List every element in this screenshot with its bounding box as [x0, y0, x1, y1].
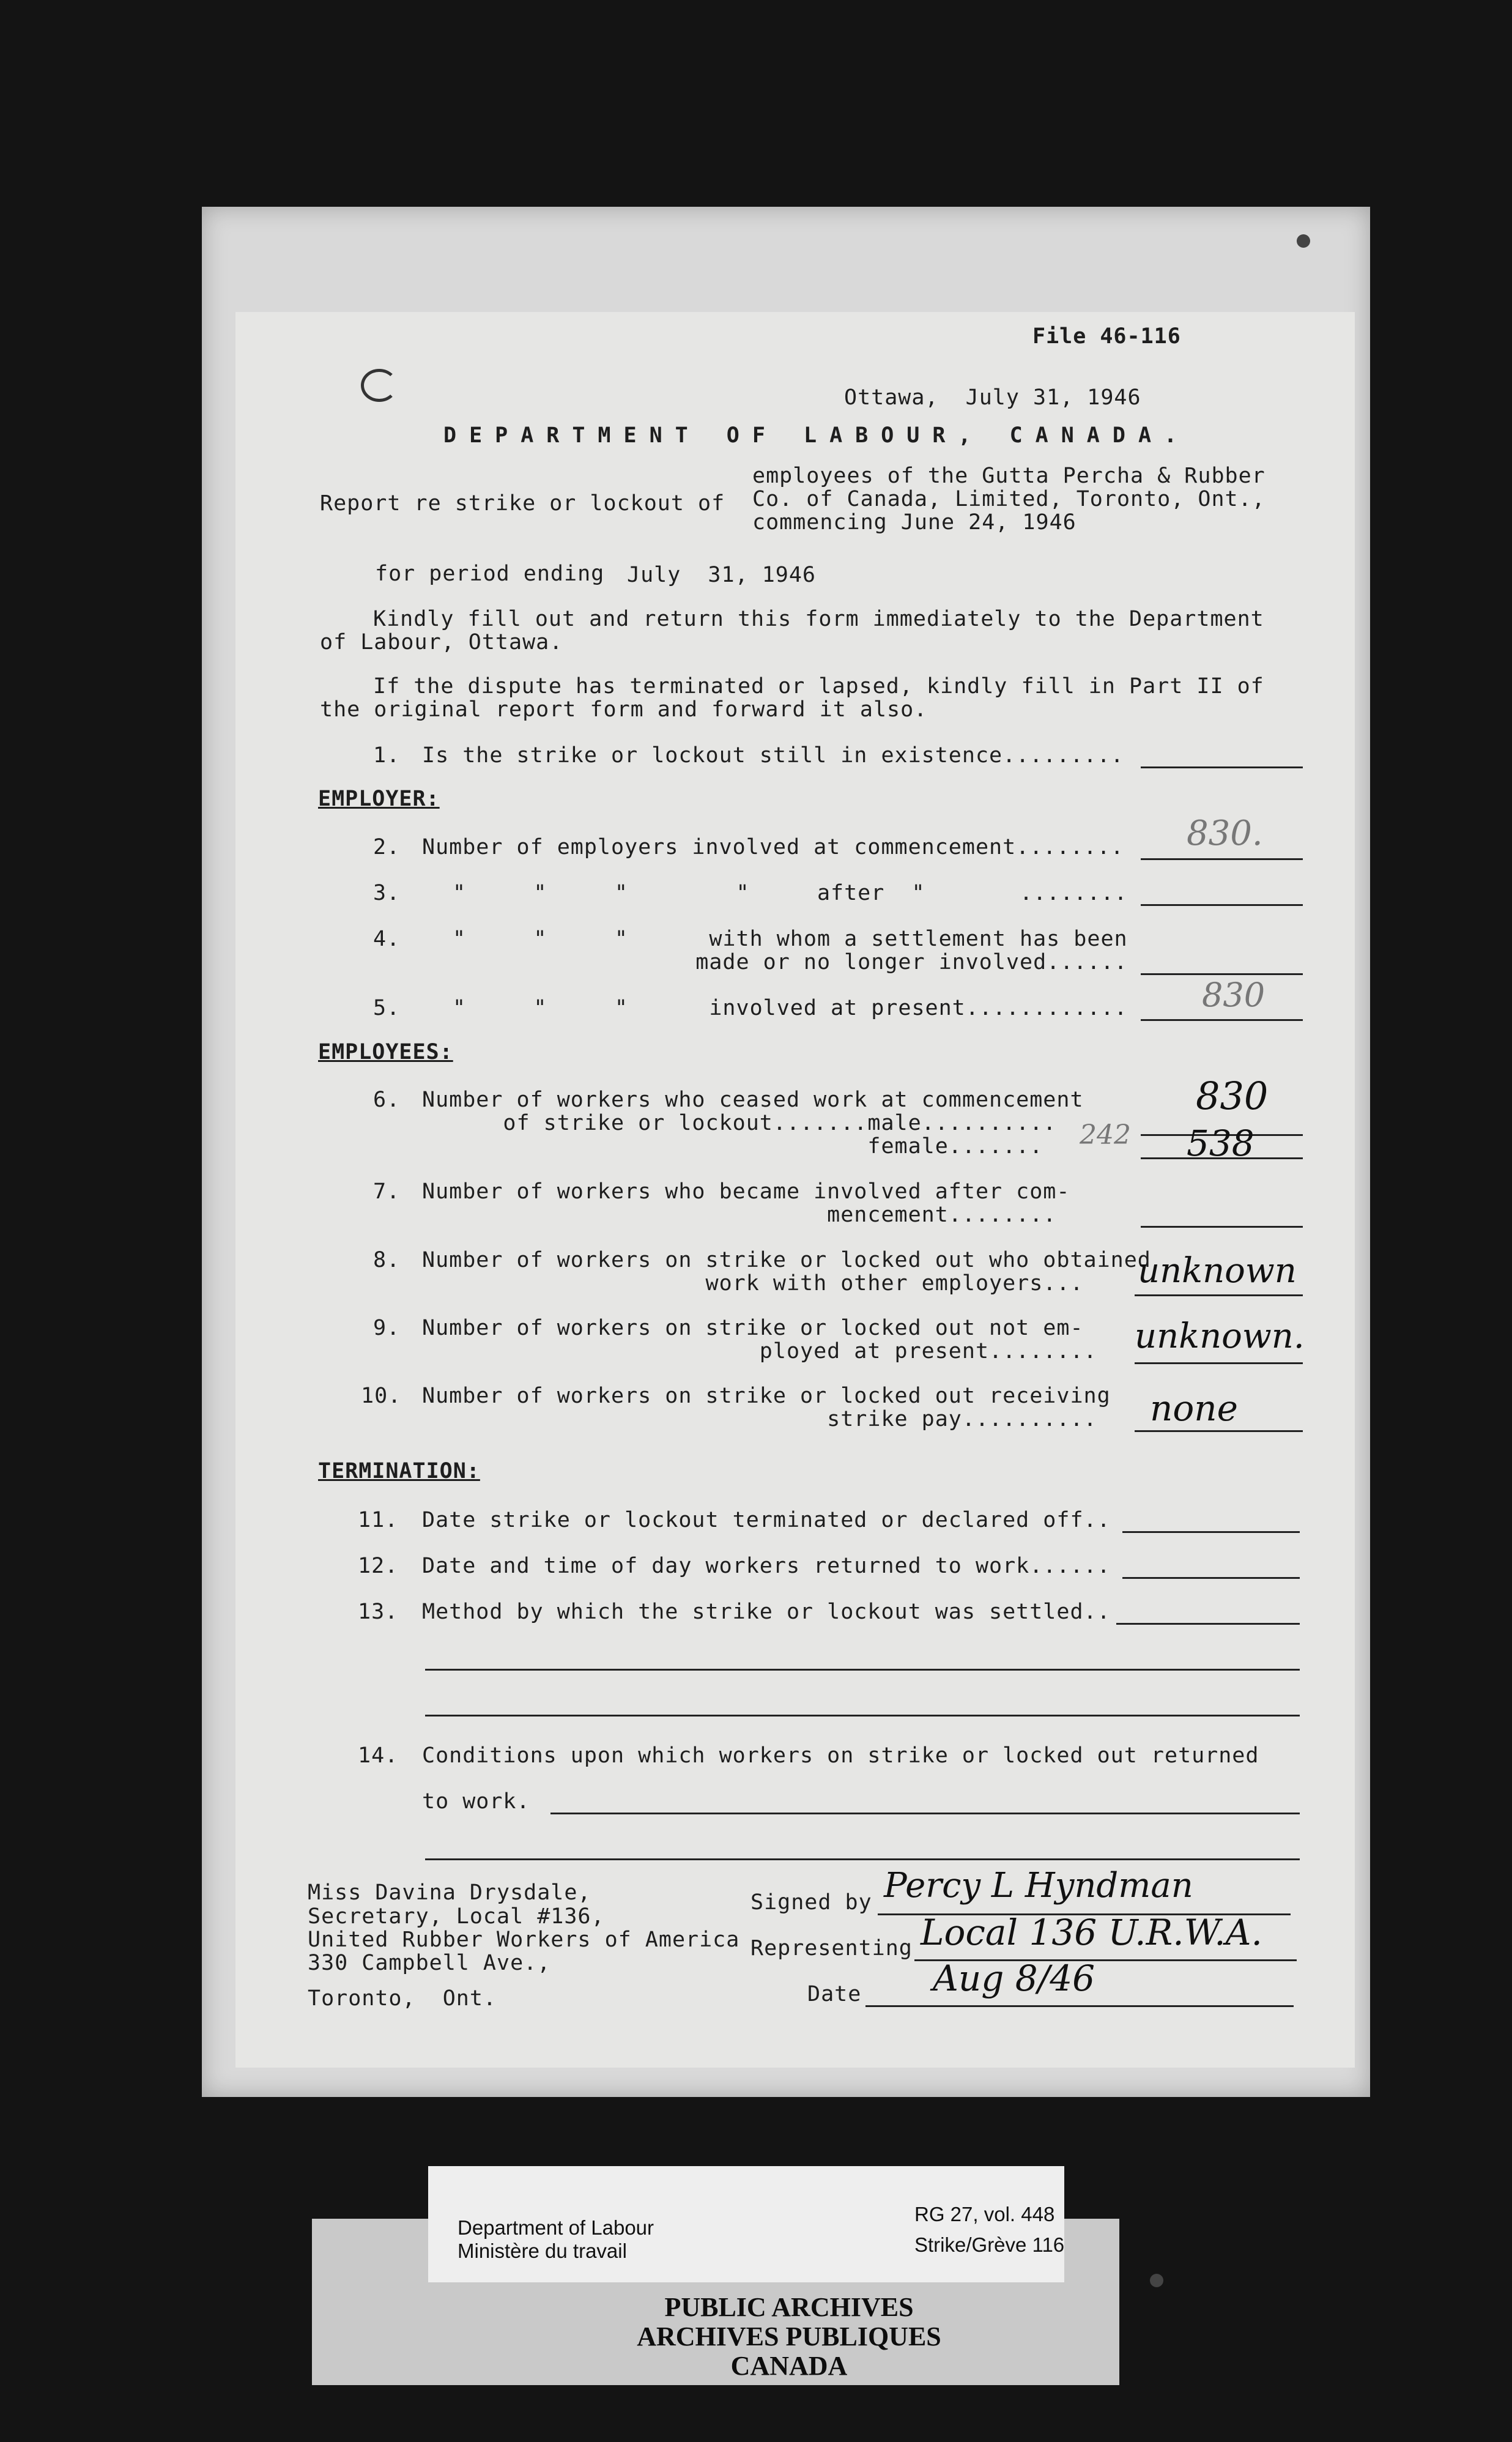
q1-answer-line [1141, 766, 1303, 768]
q1-text: Is the strike or lockout still in existence......... [422, 743, 1124, 768]
q6-text-3: female....... [422, 1134, 1043, 1159]
q5-answer-line [1141, 1019, 1303, 1021]
signed-by-label: Signed by [750, 1890, 872, 1915]
date-value: Aug 8/46 [933, 1958, 1095, 1999]
q7-answer-line [1141, 1226, 1303, 1228]
date-line [865, 2005, 1294, 2007]
q12-text: Date and time of day workers returned to work...... [422, 1554, 1111, 1578]
report-subject-2: Co. of Canada, Limited, Toronto, Ont., [752, 487, 1266, 511]
addressee-1: Miss Davina Drysdale, [308, 1880, 591, 1905]
q4-number: 4. [373, 927, 401, 951]
q13-text: Method by which the strike or lockout was settled.. [422, 1600, 1111, 1624]
date-line: Ottawa, July 31, 1946 [844, 385, 1141, 410]
q9-answer: unknown. [1135, 1316, 1305, 1356]
employees-heading: EMPLOYEES: [318, 1040, 453, 1064]
report-subject-3: commencing June 24, 1946 [752, 510, 1077, 535]
q2-answer-line [1141, 858, 1303, 860]
q10-text-2: strike pay.......... [422, 1407, 1097, 1431]
q10-answer-line [1135, 1430, 1303, 1432]
q12-number: 12. [358, 1554, 399, 1578]
q9-answer-line [1135, 1362, 1303, 1364]
q13-answer-line [1116, 1623, 1300, 1625]
representing-value: Local 136 U.R.W.A. [921, 1912, 1262, 1953]
q14-text-1: Conditions upon which workers on strike or locked out returned [422, 1743, 1259, 1768]
q5-answer: 830 [1202, 976, 1266, 1014]
q7-text-2: mencement........ [422, 1203, 1057, 1227]
report-subject-1: employees of the Gutta Percha & Rubber [752, 464, 1266, 488]
addressee-3: United Rubber Workers of America [308, 1928, 740, 1952]
q6-male-answer: 830 [1196, 1074, 1269, 1118]
public-archives-stamp [575, 2293, 1003, 2381]
q6-text-2: of strike or lockout.......male.......... [422, 1111, 1057, 1135]
q8-answer-line [1135, 1294, 1303, 1296]
period-value: July 31, 1946 [627, 563, 817, 587]
instruction-2a: If the dispute has terminated or lapsed, kindly fill in Part II of [373, 674, 1264, 699]
q9-text-2: ployed at present........ [422, 1339, 1097, 1364]
q5-text: " " " involved at present............ [453, 996, 1128, 1020]
q6-female-answer: 538 [1187, 1123, 1254, 1164]
file-number: File 46-116 [1032, 324, 1181, 349]
q13-answer-line-3 [425, 1715, 1300, 1716]
stamp-line-3: CANADA [730, 2351, 848, 2381]
q8-text-2: work with other employers... [422, 1271, 1084, 1296]
q8-text-1: Number of workers on strike or locked out who obtained [422, 1248, 1151, 1272]
q6-number: 6. [373, 1088, 401, 1112]
signature: Percy L Hyndman [884, 1866, 1193, 1906]
instruction-1a: Kindly fill out and return this form immediately to the Department [373, 607, 1264, 631]
instruction-1b: of Labour, Ottawa. [320, 630, 563, 655]
q12-answer-line [1122, 1577, 1300, 1579]
stamp-line-2: ARCHIVES PUBLIQUES [637, 2321, 941, 2351]
strike-report-form [235, 312, 1355, 2068]
q7-text-1: Number of workers who became involved after com- [422, 1179, 1070, 1204]
q6-female-struck: 242 [1080, 1119, 1131, 1151]
punch-hole [1150, 2274, 1163, 2287]
q14-text-2: to work. [422, 1789, 530, 1814]
period-label: for period ending [375, 562, 605, 586]
q9-text-1: Number of workers on strike or locked out not em- [422, 1316, 1084, 1340]
q10-text-1: Number of workers on strike or locked out receiving [422, 1384, 1111, 1408]
label-dept-en: Department of Labour [458, 2216, 654, 2239]
date-label: Date [807, 1982, 862, 2006]
paper-clip-icon [361, 369, 398, 402]
q8-number: 8. [373, 1248, 401, 1272]
addressee-2: Secretary, Local #136, [308, 1904, 605, 1929]
q10-number: 10. [361, 1384, 402, 1408]
q5-number: 5. [373, 996, 401, 1020]
q11-text: Date strike or lockout terminated or declared off.. [422, 1508, 1111, 1532]
q3-text: " " " " after " ........ [453, 881, 1128, 905]
employer-heading: EMPLOYER: [318, 787, 440, 811]
q13-answer-line-2 [425, 1669, 1300, 1671]
label-ref-2: Strike/Grève 116 [914, 2233, 1065, 2256]
termination-heading: TERMINATION: [318, 1459, 480, 1483]
report-label: Report re strike or lockout of [320, 491, 725, 516]
label-dept-fr: Ministère du travail [458, 2240, 627, 2262]
label-ref-1: RG 27, vol. 448 [914, 2203, 1055, 2225]
q6-text-1: Number of workers who ceased work at commencement [422, 1088, 1084, 1112]
q6-female-line [1141, 1157, 1303, 1159]
instruction-2b: the original report form and forward it also. [320, 697, 928, 722]
q2-text: Number of employers involved at commencement........ [422, 835, 1124, 859]
q10-answer: none [1150, 1387, 1238, 1429]
q7-number: 7. [373, 1179, 401, 1204]
q2-answer: 830. [1187, 814, 1263, 853]
q14-answer-line [550, 1813, 1300, 1814]
q3-answer-line [1141, 904, 1303, 906]
q4-answer-line [1141, 973, 1303, 975]
q4-text-2: made or no longer involved...... [453, 950, 1128, 974]
q11-answer-line [1122, 1531, 1300, 1533]
q11-number: 11. [358, 1508, 399, 1532]
q14-number: 14. [358, 1743, 399, 1768]
q9-number: 9. [373, 1316, 401, 1340]
q14-answer-line-2 [425, 1858, 1300, 1860]
q4-text-1: " " " with whom a settlement has been [453, 927, 1128, 951]
addressee-4: 330 Campbell Ave., [308, 1951, 551, 1975]
q8-answer: unknown [1138, 1251, 1297, 1291]
q3-number: 3. [373, 881, 401, 905]
stamp-line-1: PUBLIC ARCHIVES [664, 2292, 914, 2322]
q2-number: 2. [373, 835, 401, 859]
q13-number: 13. [358, 1600, 399, 1624]
department-heading: DEPARTMENT OF LABOUR, CANADA. [443, 423, 1190, 448]
q1-number: 1. [373, 743, 401, 768]
representing-label: Representing [750, 1936, 913, 1961]
addressee-5: Toronto, Ont. [308, 1986, 497, 2011]
punch-hole [1297, 234, 1310, 248]
